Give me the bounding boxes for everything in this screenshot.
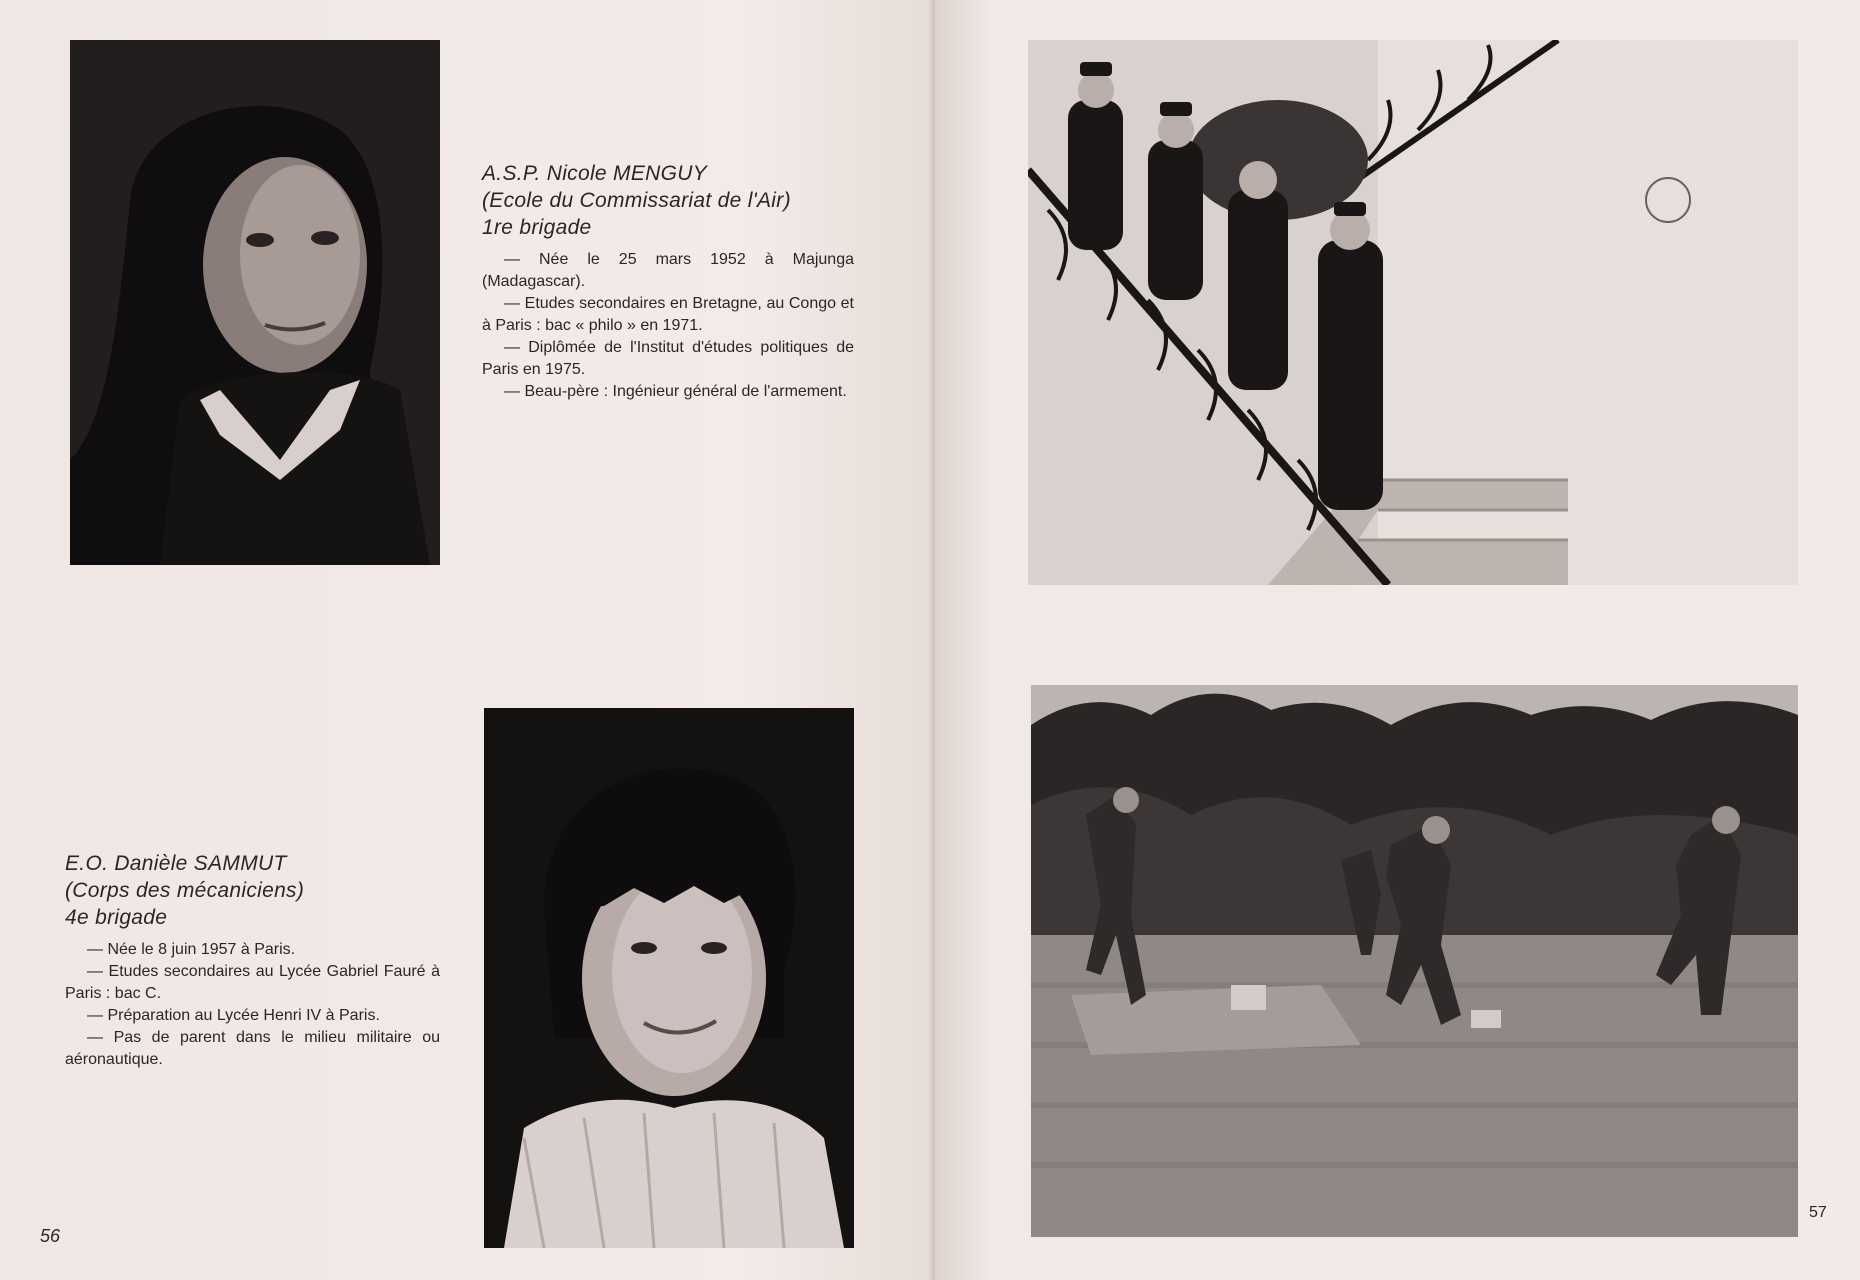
bio-line: — Diplômée de l'Institut d'études politiques de Paris en 1975. [482, 337, 854, 381]
profile-brigade: 1re brigade [482, 216, 592, 239]
bio-line: — Pas de parent dans le milieu militaire ou aéronautique. [65, 1027, 440, 1071]
field-exercise-photo [1031, 685, 1798, 1237]
profile-brigade: 4e brigade [65, 906, 168, 929]
right-page [935, 0, 1860, 1280]
bio-line: — Beau-père : Ingénieur général de l'armement. [482, 381, 854, 403]
profile-school: (Ecole du Commissariat de l'Air) [482, 189, 791, 212]
profile-bio [482, 249, 854, 403]
bio-line: — Etudes secondaires en Bretagne, au Congo et à Paris : bac « philo » en 1971. [482, 293, 854, 337]
bio-line: — Née le 25 mars 1952 à Majunga (Madagascar). [482, 249, 854, 293]
profile-school: (Corps des mécaniciens) [65, 879, 305, 902]
page-number-left: 56 [40, 1226, 61, 1246]
page-number-right: 57 [1809, 1204, 1827, 1221]
profile-bio [65, 939, 440, 1071]
bio-line: — Née le 8 juin 1957 à Paris. [65, 939, 440, 961]
bio-line: — Préparation au Lycée Henri IV à Paris. [65, 1005, 440, 1027]
profile-name: A.S.P. Nicole MENGUY [482, 162, 708, 185]
bio-line: — Etudes secondaires au Lycée Gabriel Fauré à Paris : bac C. [65, 961, 440, 1005]
portrait-photo-sammut [484, 708, 854, 1248]
portrait-photo-menguy [70, 40, 440, 565]
profile-name: E.O. Danièle SAMMUT [65, 852, 287, 875]
profile-sammut [65, 850, 440, 1071]
staircase-photo [1028, 40, 1798, 585]
profile-menguy [482, 160, 854, 403]
